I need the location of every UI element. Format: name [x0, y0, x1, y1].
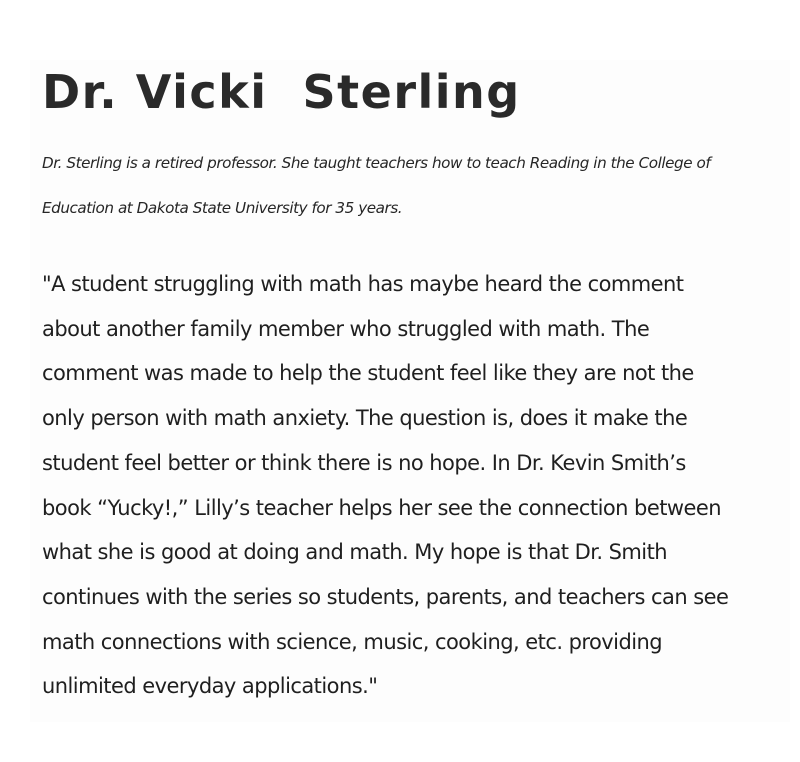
quote-line: unlimited everyday applications."	[42, 674, 378, 699]
quote-line: what she is good at doing and math. My hope is that Dr. Smith	[42, 540, 668, 565]
quote-line: "A student struggling with math has maybe heard the comment	[42, 272, 684, 296]
quote-line: math connections with science, music, cooking, etc. providing	[42, 629, 663, 654]
quote-line: about another family member who struggled with math. The	[42, 316, 650, 341]
bio-line: Dr. Sterling is a retired professor. She taught teachers how to teach Reading in the College of	[42, 154, 711, 172]
testimonial-quote	[42, 262, 792, 709]
bio-line: Education at Dakota State University for 35 years.	[42, 199, 403, 217]
quote-line: student feel better or think there is no hope. In Dr. Kevin Smith’s	[42, 450, 686, 475]
page-title: Dr. Vicki Sterling	[42, 65, 521, 119]
quote-line: continues with the series so students, parents, and teachers can see	[42, 584, 729, 609]
quote-line: only person with math anxiety. The question is, does it make the	[42, 406, 688, 431]
quote-line: comment was made to help the student feel like they are not the	[42, 361, 694, 386]
bio-text	[42, 141, 782, 231]
quote-line: book “Yucky!,” Lilly’s teacher helps her see the connection between	[42, 495, 722, 520]
